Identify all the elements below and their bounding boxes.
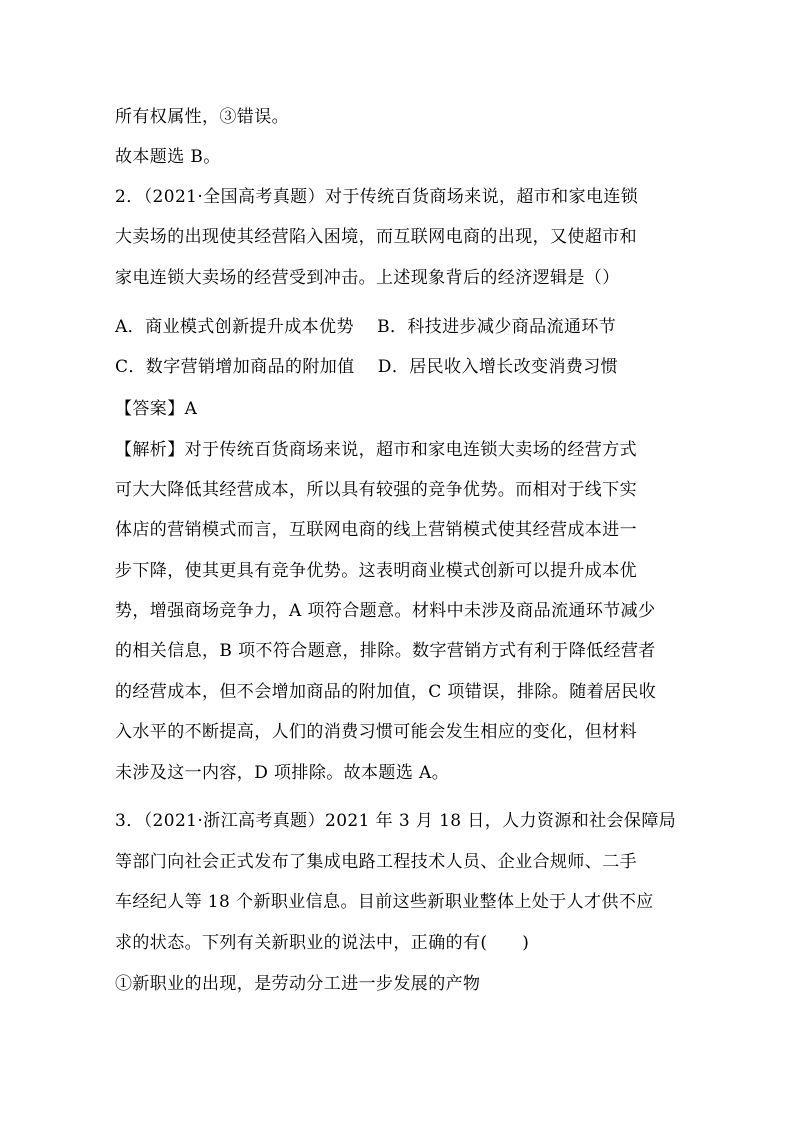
question-2-options-cd: C．数字营销增加商品的附加值 D．居民收入增长改变消费习惯 xyxy=(115,357,619,377)
question-2-stem-line-3: 家电连锁大卖场的经营受到冲击。上述现象背后的经济逻辑是（） xyxy=(115,268,620,288)
analysis-line-4: 步下降，使其更具有竞争优势。这表明商业模式创新可以提升成本优 xyxy=(115,561,637,581)
analysis-line-7: 的经营成本，但不会增加商品的附加值，C 项错误，排除。随着居民收 xyxy=(115,682,657,702)
analysis-line-1: 【解析】对于传统百货商场来说，超市和家电连锁大卖场的经营方式 xyxy=(115,440,637,460)
analysis-line-8: 入水平的不断提高，人们的消费习惯可能会发生相应的变化，但材料 xyxy=(115,722,637,742)
analysis-line-6: 的相关信息，B 项不符合题意，排除。数字营销方式有利于降低经营者 xyxy=(115,641,656,661)
analysis-line-2: 可大大降低其经营成本，所以具有较强的竞争优势。而相对于线下实 xyxy=(115,480,637,500)
analysis-line-9: 未涉及这一内容，D 项排除。故本题选 A。 xyxy=(115,763,450,783)
question-2-stem-line-1: 2．（2021·全国高考真题）对于传统百货商场来说，超市和家电连锁 xyxy=(115,187,639,207)
question-2-stem-line-2: 大卖场的出现使其经营陷入困境，而互联网电商的出现，又使超市和 xyxy=(115,227,637,247)
question-3-stem-line-3: 车经纪人等 18 个新职业信息。目前这些新职业整体上处于人才供不应 xyxy=(115,892,654,912)
text-line-1: 所有权属性，③错误。 xyxy=(115,107,289,127)
question-3-statement-1: ①新职业的出现，是劳动分工进一步发展的产物 xyxy=(115,974,481,994)
question-3-stem-line-1: 3．（2021·浙江高考真题）2021 年 3 月 18 日，人力资源和社会保障局 xyxy=(115,811,677,831)
text-line-2: 故本题选 B。 xyxy=(115,147,221,167)
question-2-options-ab: A．商业模式创新提升成本优势 B．科技进步减少商品流通环节 xyxy=(115,317,617,337)
analysis-line-3: 体店的营销模式而言，互联网电商的线上营销模式使其经营成本进一 xyxy=(115,520,637,540)
analysis-line-5: 势，增强商场竞争力，A 项符合题意。材料中未涉及商品流通环节减少 xyxy=(115,601,656,621)
answer-line: 【答案】A xyxy=(115,399,198,419)
question-3-stem-line-2: 等部门向社会正式发布了集成电路工程技术人员、企业合规师、二手 xyxy=(115,852,637,872)
question-3-stem-line-4: 求的状态。下列有关新职业的说法中，正确的有( ) xyxy=(115,933,530,953)
